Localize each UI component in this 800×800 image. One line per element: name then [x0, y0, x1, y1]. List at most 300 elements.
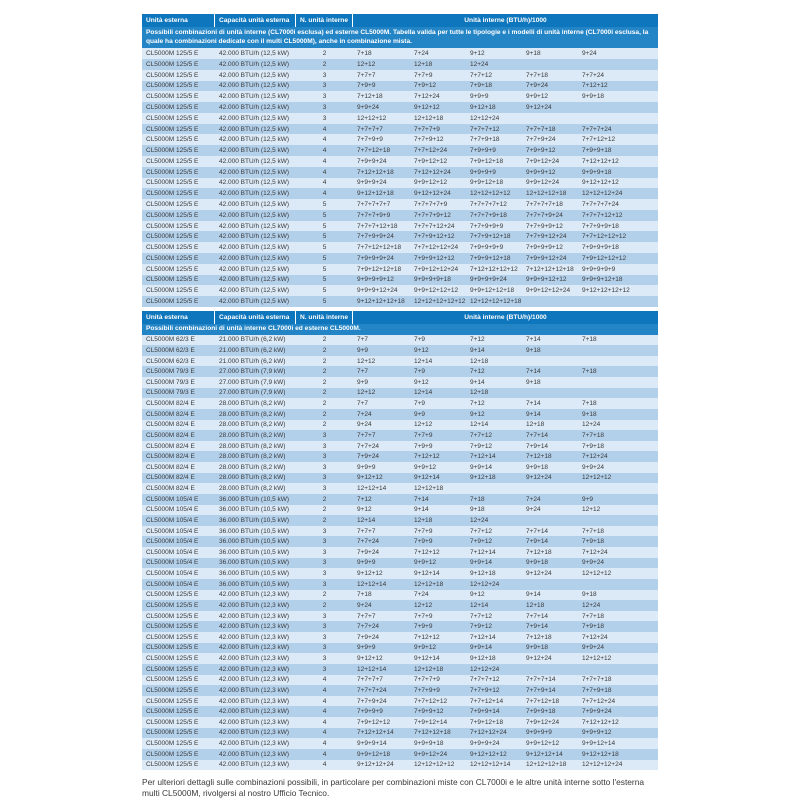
table-cell: 3 — [322, 527, 327, 535]
table-row — [142, 558, 658, 569]
table-cell — [578, 296, 658, 307]
table-cell: 7+9+9+9 — [357, 708, 383, 716]
table-cell: 7+7+7+12+24 — [414, 222, 455, 230]
table-cell: CL5000M 125/5 E — [146, 211, 199, 219]
table-cell: 7+7+7+7+18 — [526, 201, 563, 209]
table-cell: 7+7+9+9+24 — [357, 233, 394, 241]
table-cell: 12+12+12 — [582, 655, 612, 663]
table-cell: 7+12+12+18 — [357, 168, 394, 176]
table-row — [142, 264, 658, 275]
table-cell: 7+7+12+24 — [414, 147, 448, 155]
table-cell: 7+7+7 — [357, 71, 376, 79]
table-cell: 7+9+14 — [526, 623, 549, 631]
table-cell: 7+18 — [357, 50, 372, 58]
table-cell: 7+9+14 — [526, 538, 549, 546]
table-cell: 12+12 — [357, 389, 376, 397]
table-cell: 7+12+24 — [582, 633, 608, 641]
table-cell: 5 — [322, 287, 327, 295]
table-cell: 7+7+7+9+24 — [526, 211, 563, 219]
table-cell: 7+7+9+9+18 — [582, 222, 619, 230]
table-cell: 9+9+12 — [414, 559, 437, 567]
table-cell: 42.000 BTU/h (12,3 kW) — [219, 697, 290, 705]
table-cell: 2 — [322, 389, 327, 397]
table-cell: CL5000M 125/5 E — [146, 222, 199, 230]
table-cell: 9+9+14 — [470, 463, 493, 471]
table-cell: 9+18 — [582, 410, 597, 418]
table-cell: CL5000M 125/5 E — [146, 298, 199, 306]
table-cell: 2 — [322, 410, 327, 418]
table-row — [142, 59, 658, 70]
table-cell: 28.000 BTU/h (8,2 kW) — [219, 431, 286, 439]
table-cell: 9+9+18 — [526, 559, 549, 567]
table-cell: 7+12+14 — [470, 453, 496, 461]
table-cell: CL5000M 125/5 E — [146, 750, 199, 758]
table-cell: 9+9+9+12 — [526, 168, 556, 176]
table-cell: 9+12 — [470, 50, 485, 58]
table-cell: CL5000M 82/4 E — [146, 410, 195, 418]
table-cell: 2 — [322, 506, 327, 514]
table-row — [142, 441, 658, 452]
table-cell — [578, 579, 658, 590]
table-cell: 4 — [322, 136, 327, 144]
table-cell: 12+18 — [470, 357, 489, 365]
table-cell: 12+12 — [357, 60, 376, 68]
table-cell: CL5000M 125/5 E — [146, 686, 199, 694]
table-cell: 3 — [322, 114, 327, 122]
table-cell: 7+9+12+24 — [526, 157, 560, 165]
table-cell: 12+12+12+12+12 — [414, 298, 466, 306]
table-cell: 3 — [322, 442, 327, 450]
table-cell: 42.000 BTU/h (12,3 kW) — [219, 591, 290, 599]
table-cell: CL5000M 125/5 E — [146, 244, 199, 252]
table-cell: 7+9+12+18 — [470, 157, 504, 165]
table-cell: 12+12+24 — [470, 580, 500, 588]
table-cell: 7+7+24 — [357, 442, 380, 450]
table-cell: 12+12+18 — [414, 665, 444, 673]
table-cell: 7+7+12 — [470, 527, 493, 535]
table-cell: 7+7+18 — [526, 71, 549, 79]
table-cell: 7+9+24 — [357, 633, 380, 641]
table-cell: 42.000 BTU/h (12,5 kW) — [219, 50, 290, 58]
table-cell: 9+9+24 — [582, 644, 605, 652]
table-cell: 42.000 BTU/h (12,3 kW) — [219, 718, 290, 726]
table-cell: 7+7+9+9+9 — [470, 222, 504, 230]
table-cell: 12+18 — [414, 516, 433, 524]
table-cell: 12+12+12+12 — [414, 761, 455, 769]
table-cell: 12+12+18 — [414, 485, 444, 493]
table-row — [142, 113, 658, 124]
table-cell: 9+9+24 — [582, 559, 605, 567]
table-cell: 9+14 — [470, 378, 485, 386]
table-cell: CL5000M 105/4 E — [146, 506, 199, 514]
table-cell: 9+9+12 — [526, 93, 549, 101]
table-cell: 12+14 — [414, 357, 433, 365]
table-cell: 9+9 — [582, 495, 594, 503]
table-cell: 7+7+12 — [470, 612, 493, 620]
table-cell: 9+12 — [357, 506, 372, 514]
table-cell: 7+12+24 — [582, 453, 608, 461]
table-row — [142, 494, 658, 505]
table-cell: 7+12+12 — [582, 82, 608, 90]
table-cell: 7+7+7+12 — [470, 676, 500, 684]
table-cell: 9+9+9+9+24 — [470, 276, 507, 284]
table-cell: 7+7 — [357, 368, 369, 376]
table-cell: 12+14 — [414, 389, 433, 397]
table-cell: 7+9 — [414, 368, 426, 376]
table-cell — [578, 515, 658, 526]
table-row — [142, 643, 658, 654]
table-cell: 21.000 BTU/h (6,2 kW) — [219, 336, 286, 344]
table-cell: 5 — [322, 222, 327, 230]
table-cell: 42.000 BTU/h (12,5 kW) — [219, 93, 290, 101]
table-cell: 3 — [322, 93, 327, 101]
table-cell: 9+9+12 — [414, 463, 437, 471]
table-cell: 36.000 BTU/h (10,5 kW) — [219, 506, 290, 514]
column-header-num-internal: N. unità interne — [296, 14, 353, 27]
table-cell: CL5000M 82/4 E — [146, 485, 195, 493]
table-cell: 7+7+12+24 — [582, 697, 616, 705]
table-cell: 3 — [322, 485, 327, 493]
table-cell: CL5000M 125/5 E — [146, 179, 199, 187]
table-cell: 7+18 — [582, 336, 597, 344]
table-cell: 7+7+9+12 — [414, 136, 444, 144]
table-cell: CL5000M 82/4 E — [146, 453, 195, 461]
table-cell: 7+9+9+9+24 — [357, 254, 394, 262]
table-cell: 4 — [322, 761, 327, 769]
table-cell: 7+7+24 — [357, 538, 380, 546]
footer-note: Per ulteriori dettagli sulle combinazioni possibili, in particolare per combinazioni miste con CL7000i e le altre unità interne sotto l'esterna multi CL5000M, rivolgersi al nostro Ufficio Tecnico. — [142, 777, 645, 798]
table-cell: 9+12+18 — [470, 570, 496, 578]
table-cell: 9+9+14 — [470, 644, 493, 652]
table-cell: 7+9+12+12 — [357, 718, 391, 726]
table-cell: CL5000M 125/5 E — [146, 190, 199, 198]
table-row — [142, 335, 658, 346]
table-cell: 7+9+9+18 — [582, 147, 612, 155]
table-cell: 9+18 — [470, 506, 485, 514]
combination-table-cl7000i — [142, 311, 658, 770]
table-cell: 9+9+24 — [357, 103, 380, 111]
table-cell: 7+7+9+9 — [357, 136, 383, 144]
table-cell: 9+12 — [470, 591, 485, 599]
table-cell — [522, 664, 578, 675]
table-cell: 7+7+12+12+24 — [414, 244, 459, 252]
table-subtitle: Possibili combinazioni di unità interne (CL7000i esclusa) ed esterne CL5000M. Tabella valida per tutte le tipologie e i modelli di unità interne (CL7000i esclusa, la quale ha combinazioni dedicate con il multi CL5000M), anche in combinazione mista. — [142, 27, 658, 48]
table-cell: 3 — [322, 103, 327, 111]
table-cell: 3 — [322, 82, 327, 90]
table-cell: 7+9+9+12 — [526, 147, 556, 155]
table-cell: CL5000M 125/5 E — [146, 233, 199, 241]
table-cell: 2 — [322, 378, 327, 386]
table-cell: 9+12+12+18 — [582, 750, 619, 758]
table-cell: CL5000M 105/4 E — [146, 548, 199, 556]
table-cell: 12+12+12+12 — [470, 190, 511, 198]
table-cell: CL5000M 125/5 E — [146, 157, 199, 165]
table-row — [142, 760, 658, 771]
table-cell: 9+12+12+24 — [357, 761, 394, 769]
table-cell: 7+14 — [526, 336, 541, 344]
table-cell: 42.000 BTU/h (12,3 kW) — [219, 676, 290, 684]
table-cell: 2 — [322, 495, 327, 503]
table-cell: CL5000M 105/4 E — [146, 527, 199, 535]
table-cell: 7+9+12 — [470, 538, 493, 546]
table-cell: 7+18 — [582, 400, 597, 408]
table-cell: CL5000M 125/5 E — [146, 623, 199, 631]
table-cell: 9+9+18 — [582, 93, 605, 101]
table-cell: 7+12+18 — [357, 93, 383, 101]
table-cell: 9+9+18 — [526, 463, 549, 471]
table-row — [142, 188, 658, 199]
table-cell: CL5000M 125/5 E — [146, 60, 199, 68]
table-cell: 36.000 BTU/h (10,5 kW) — [219, 516, 290, 524]
table-cell: 7+7+9+24 — [526, 136, 556, 144]
table-cell: 7+7+7+7+24 — [582, 201, 619, 209]
table-cell: CL5000M 105/4 E — [146, 538, 199, 546]
column-header-capacity: Capacità unità esterna — [215, 311, 296, 324]
column-header-num-internal: N. unità interne — [296, 311, 353, 324]
table-cell: 12+12+12+12+18 — [470, 298, 522, 306]
table-cell: 7+14 — [526, 400, 541, 408]
table-cell: 7+9+12+14 — [414, 718, 448, 726]
table-cell: 9+9+9 — [357, 463, 376, 471]
table-cell: 5 — [322, 254, 327, 262]
table-cell: 9+9+9 — [357, 559, 376, 567]
table-cell: 12+24 — [582, 421, 601, 429]
table-cell: 9+12+12+12+18 — [357, 298, 405, 306]
table-cell: 42.000 BTU/h (12,3 kW) — [219, 655, 290, 663]
table-cell: 9+24 — [526, 506, 541, 514]
table-cell: 7+9+9+9+12 — [526, 244, 563, 252]
table-row — [142, 728, 658, 739]
table-cell: 9+9+9+9+12 — [357, 276, 394, 284]
table-cell: 12+12+14 — [357, 485, 387, 493]
table-cell: 12+12+12+24 — [582, 190, 623, 198]
table-cell: CL5000M 125/5 E — [146, 676, 199, 684]
table-cell: 7+7+7+7+12 — [470, 201, 507, 209]
table-cell: 27.000 BTU/h (7,9 kW) — [219, 368, 286, 376]
table-cell: 12+18 — [526, 601, 545, 609]
table-row — [142, 285, 658, 296]
table-cell: 9+9+12+12+18 — [470, 287, 515, 295]
table-cell: 42.000 BTU/h (12,5 kW) — [219, 265, 290, 273]
table-cell: 7+12 — [470, 368, 485, 376]
table-row — [142, 483, 658, 494]
table-row — [142, 632, 658, 643]
table-cell: 7+7+7+7 — [357, 125, 383, 133]
table-row — [142, 70, 658, 81]
table-cell: 9+9 — [357, 378, 369, 386]
table-cell: 7+12+18 — [526, 453, 552, 461]
table-row — [142, 102, 658, 113]
table-cell: 7+7+18 — [582, 612, 605, 620]
table-row — [142, 590, 658, 601]
table-row — [142, 398, 658, 409]
table-cell: 9+9+9+24 — [357, 179, 387, 187]
table-cell: 4 — [322, 147, 327, 155]
table-cell: 7+7+9+12+18 — [470, 233, 511, 241]
table-cell: 42.000 BTU/h (12,3 kW) — [219, 740, 290, 748]
table-row — [142, 345, 658, 356]
table-row — [142, 451, 658, 462]
table-cell: 9+12+12+14 — [526, 750, 563, 758]
table-cell: 2 — [322, 421, 327, 429]
table-cell: 7+7+7+7 — [357, 676, 383, 684]
table-cell: 42.000 BTU/h (12,5 kW) — [219, 136, 290, 144]
table-cell: 9+18 — [582, 591, 597, 599]
table-cell: 28.000 BTU/h (8,2 kW) — [219, 442, 286, 450]
table-cell: 7+9+9+12 — [414, 708, 444, 716]
table-row — [142, 388, 658, 399]
table-cell: 4 — [322, 740, 327, 748]
table-cell: 12+12+12 — [357, 114, 387, 122]
table-cell: CL5000M 125/5 E — [146, 287, 199, 295]
table-cell: 7+9+9+9+9 — [470, 244, 504, 252]
table-cell: 7+7+12+12+18 — [357, 244, 402, 252]
table-cell: CL5000M 125/5 E — [146, 665, 199, 673]
table-cell: 7+9+12+12+24 — [414, 265, 459, 273]
table-cell: 2 — [322, 357, 327, 365]
table-cell: CL5000M 62/3 E — [146, 357, 195, 365]
table-cell: 7+12 — [357, 495, 372, 503]
table-cell: 7+9+12 — [470, 442, 493, 450]
table-cell — [578, 356, 658, 367]
table-cell: 3 — [322, 580, 327, 588]
table-cell: 7+7+7+14 — [526, 676, 556, 684]
table-cell: 7+7+9 — [414, 431, 433, 439]
table-cell: 7+12+12+24 — [470, 729, 507, 737]
table-cell: 12+14 — [470, 601, 489, 609]
table-cell: CL5000M 82/4 E — [146, 421, 195, 429]
table-cell: 3 — [322, 538, 327, 546]
table-cell: CL5000M 82/4 E — [146, 463, 195, 471]
table-cell: 9+9+9+9 — [526, 729, 552, 737]
table-cell: 7+7+12+18 — [357, 147, 391, 155]
table-cell: 3 — [322, 474, 327, 482]
table-cell: 9+9+12+18 — [470, 179, 504, 187]
table-cell: 36.000 BTU/h (10,5 kW) — [219, 559, 290, 567]
table-row — [142, 706, 658, 717]
table-cell: 42.000 BTU/h (12,5 kW) — [219, 287, 290, 295]
table-cell: 7+7+7+12 — [470, 125, 500, 133]
table-cell: 7+9+18 — [582, 623, 605, 631]
table-cell: CL5000M 125/5 E — [146, 633, 199, 641]
table-cell: 9+12+12+12 — [470, 750, 507, 758]
table-cell: CL5000M 125/5 E — [146, 147, 199, 155]
table-cell — [522, 356, 578, 367]
table-cell: 7+7+9+24 — [357, 697, 387, 705]
table-cell: 2 — [322, 516, 327, 524]
table-cell: 2 — [322, 336, 327, 344]
table-row — [142, 145, 658, 156]
table-cell: 4 — [322, 750, 327, 758]
table-cell — [522, 483, 578, 494]
table-cell: 9+9+9+9+9 — [582, 265, 616, 273]
table-cell: 12+12+12+24 — [582, 761, 623, 769]
table-cell: 42.000 BTU/h (12,3 kW) — [219, 761, 290, 769]
table-cell: 7+7+7+9+9 — [357, 211, 391, 219]
table-cell: 42.000 BTU/h (12,3 kW) — [219, 644, 290, 652]
combination-table-mixed — [142, 14, 658, 307]
table-cell: 9+9+12+12+24 — [526, 287, 571, 295]
table-row — [142, 231, 658, 242]
table-cell: 12+12+12+18 — [526, 190, 567, 198]
table-cell: 7+24 — [414, 50, 429, 58]
table-cell: 3 — [322, 453, 327, 461]
table-cell: 42.000 BTU/h (12,5 kW) — [219, 190, 290, 198]
table-cell: CL5000M 125/5 E — [146, 740, 199, 748]
table-cell: 5 — [322, 211, 327, 219]
table-cell: 36.000 BTU/h (10,5 kW) — [219, 570, 290, 578]
table-cell: 42.000 BTU/h (12,3 kW) — [219, 601, 290, 609]
table-cell: 7+7+9+12 — [470, 686, 500, 694]
table-row — [142, 253, 658, 264]
table-cell — [466, 483, 522, 494]
table-cell: 7+9+12+12+12 — [582, 254, 627, 262]
table-cell: 9+12+18 — [470, 655, 496, 663]
table-cell: 9+12+18 — [470, 474, 496, 482]
table-cell: 4 — [322, 686, 327, 694]
table-cell: 36.000 BTU/h (10,5 kW) — [219, 538, 290, 546]
table-cell: 4 — [322, 676, 327, 684]
table-cell: 9+9+12 — [414, 644, 437, 652]
table-cell: 4 — [322, 179, 327, 187]
table-cell: 28.000 BTU/h (8,2 kW) — [219, 410, 286, 418]
table-cell: 3 — [322, 548, 327, 556]
table-cell: 3 — [322, 623, 327, 631]
table-cell: 2 — [322, 60, 327, 68]
table-cell: CL5000M 125/5 E — [146, 612, 199, 620]
table-cell: 42.000 BTU/h (12,3 kW) — [219, 686, 290, 694]
table-cell: 42.000 BTU/h (12,3 kW) — [219, 750, 290, 758]
table-cell: 42.000 BTU/h (12,5 kW) — [219, 254, 290, 262]
table-cell: 27.000 BTU/h (7,9 kW) — [219, 389, 286, 397]
table-cell: 7+9+24 — [526, 82, 549, 90]
table-cell: 7+7+9 — [414, 527, 433, 535]
table-cell: 7+12+12 — [414, 548, 440, 556]
table-cell: 7+12+12+12+12 — [470, 265, 518, 273]
table-row — [142, 738, 658, 749]
table-cell: 7+12 — [470, 400, 485, 408]
table-cell: 9+9+9+24 — [470, 740, 500, 748]
table-cell: 9+9+12+24 — [526, 179, 560, 187]
table-cell: 5 — [322, 244, 327, 252]
table-row — [142, 356, 658, 367]
table-cell: 42.000 BTU/h (12,3 kW) — [219, 612, 290, 620]
table-cell: 9+9+12+14 — [582, 740, 616, 748]
table-cell: 9+9+9+9 — [470, 168, 496, 176]
table-cell: 7+7+7+12+18 — [357, 222, 398, 230]
table-cell — [578, 113, 658, 124]
table-cell: 7+9+9+12+12 — [414, 254, 455, 262]
table-row — [142, 515, 658, 526]
table-row — [142, 473, 658, 484]
table-cell: 12+12 — [357, 357, 376, 365]
table-cell: 9+12+24 — [526, 570, 552, 578]
table-cell: 42.000 BTU/h (12,5 kW) — [219, 276, 290, 284]
table-cell: 9+12+12+18 — [357, 190, 394, 198]
table-cell: 7+7+24 — [582, 71, 605, 79]
table-cell: 42.000 BTU/h (12,5 kW) — [219, 114, 290, 122]
table-cell: 7+7+18 — [582, 527, 605, 535]
table-cell: CL5000M 125/5 E — [146, 103, 199, 111]
table-cell: 9+9+24 — [582, 463, 605, 471]
table-cell: 7+9+18 — [582, 442, 605, 450]
table-cell: 2 — [322, 591, 327, 599]
table-cell: 42.000 BTU/h (12,5 kW) — [219, 201, 290, 209]
table-cell: 42.000 BTU/h (12,3 kW) — [219, 623, 290, 631]
table-cell: 7+24 — [357, 410, 372, 418]
table-cell: 12+12+14 — [357, 580, 387, 588]
table-cell: 7+7+9+12+24 — [526, 233, 567, 241]
